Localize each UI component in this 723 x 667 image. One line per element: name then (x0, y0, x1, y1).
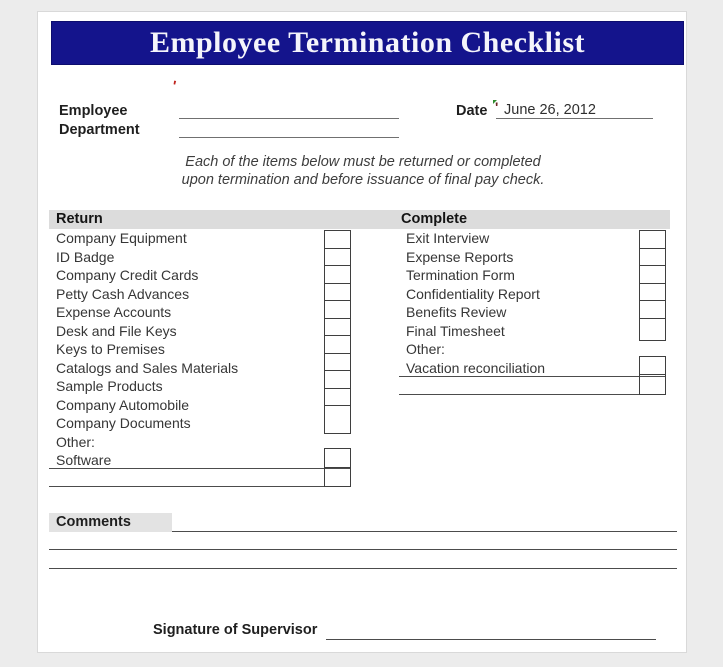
complete-other-entry[interactable]: Vacation reconciliation (399, 359, 666, 377)
comments-label: Comments (49, 513, 172, 532)
return-other-checkbox-stack (324, 448, 351, 487)
comments-input-line[interactable] (49, 549, 677, 550)
instructions-line-2: upon termination and before issuance of final pay check. (181, 172, 545, 188)
complete-checkbox-stack (639, 230, 666, 341)
return-other-fills (49, 451, 351, 487)
checkbox[interactable] (325, 371, 350, 389)
return-item: Keys to Premises (56, 341, 165, 357)
complete-other-checkbox-stack (639, 356, 666, 395)
document-page (37, 11, 687, 653)
checkbox[interactable] (325, 319, 350, 337)
checkbox[interactable] (325, 354, 350, 372)
department-label: Department (59, 122, 140, 138)
return-item: Sample Products (56, 378, 163, 394)
checkbox[interactable] (640, 319, 665, 337)
checkbox[interactable] (640, 375, 665, 394)
checkbox[interactable] (640, 266, 665, 284)
complete-item: Final Timesheet (406, 322, 505, 339)
signature-input-line[interactable] (326, 639, 656, 640)
checkbox[interactable] (325, 266, 350, 284)
checkbox[interactable] (325, 231, 350, 249)
comments-input-line[interactable] (49, 568, 677, 569)
return-header: Return (56, 211, 103, 227)
signature-label: Signature of Supervisor (153, 622, 318, 638)
checkbox[interactable] (325, 336, 350, 354)
checkbox[interactable] (640, 231, 665, 249)
checklist-header-bar (49, 210, 670, 229)
return-item: Company Credit Cards (56, 267, 199, 283)
complete-item: Confidentiality Report (406, 285, 540, 302)
checkbox[interactable] (325, 249, 350, 267)
return-item: Company Automobile (56, 396, 190, 413)
checkbox[interactable] (325, 449, 350, 468)
complete-other-entry-blank[interactable] (399, 377, 666, 395)
checkbox[interactable] (640, 357, 665, 376)
date-value[interactable]: June 26, 2012 (504, 102, 596, 118)
return-item: Desk and File Keys (56, 322, 177, 339)
checkbox[interactable] (640, 301, 665, 319)
checkbox[interactable] (325, 468, 350, 487)
return-item: Expense Accounts (56, 304, 172, 320)
date-input-line[interactable] (496, 118, 653, 119)
return-checkbox-stack (324, 230, 351, 434)
return-item: Catalogs and Sales Materials (56, 359, 239, 376)
complete-item: Termination Form (406, 267, 515, 283)
instructions-line-1: Each of the items below must be returned or completed (185, 154, 541, 170)
return-column (49, 229, 351, 487)
title-banner (51, 21, 684, 65)
return-other-entry[interactable]: Software (49, 451, 351, 469)
return-item: Company Equipment (56, 230, 187, 246)
department-input-line[interactable] (179, 137, 399, 138)
red-annotation-mark: ' (170, 77, 178, 96)
complete-other-label: Other: (406, 341, 445, 357)
comments-input-line[interactable] (172, 531, 677, 532)
return-other-label: Other: (56, 433, 95, 450)
checkbox[interactable] (640, 284, 665, 302)
checkbox[interactable] (325, 284, 350, 302)
checkbox[interactable] (640, 249, 665, 267)
complete-other-fills (399, 359, 666, 395)
complete-column (399, 229, 666, 395)
complete-item: Benefits Review (406, 304, 507, 320)
complete-header: Complete (401, 211, 468, 227)
page-title: Employee Termination Checklist (149, 26, 585, 59)
complete-item: Expense Reports (406, 248, 514, 265)
return-item: ID Badge (56, 248, 115, 265)
cell-comment-marker: ' (495, 99, 499, 115)
complete-item: Exit Interview (406, 230, 490, 246)
return-item: Petty Cash Advances (56, 285, 190, 302)
instructions-text (38, 153, 688, 189)
date-label: Date (456, 103, 488, 119)
checkbox[interactable] (325, 389, 350, 407)
employee-input-line[interactable] (179, 118, 399, 119)
checkbox[interactable] (325, 406, 350, 424)
return-item: Company Documents (56, 415, 191, 431)
checkbox[interactable] (325, 301, 350, 319)
employee-label: Employee (59, 103, 128, 119)
return-other-entry-blank[interactable] (49, 469, 351, 487)
